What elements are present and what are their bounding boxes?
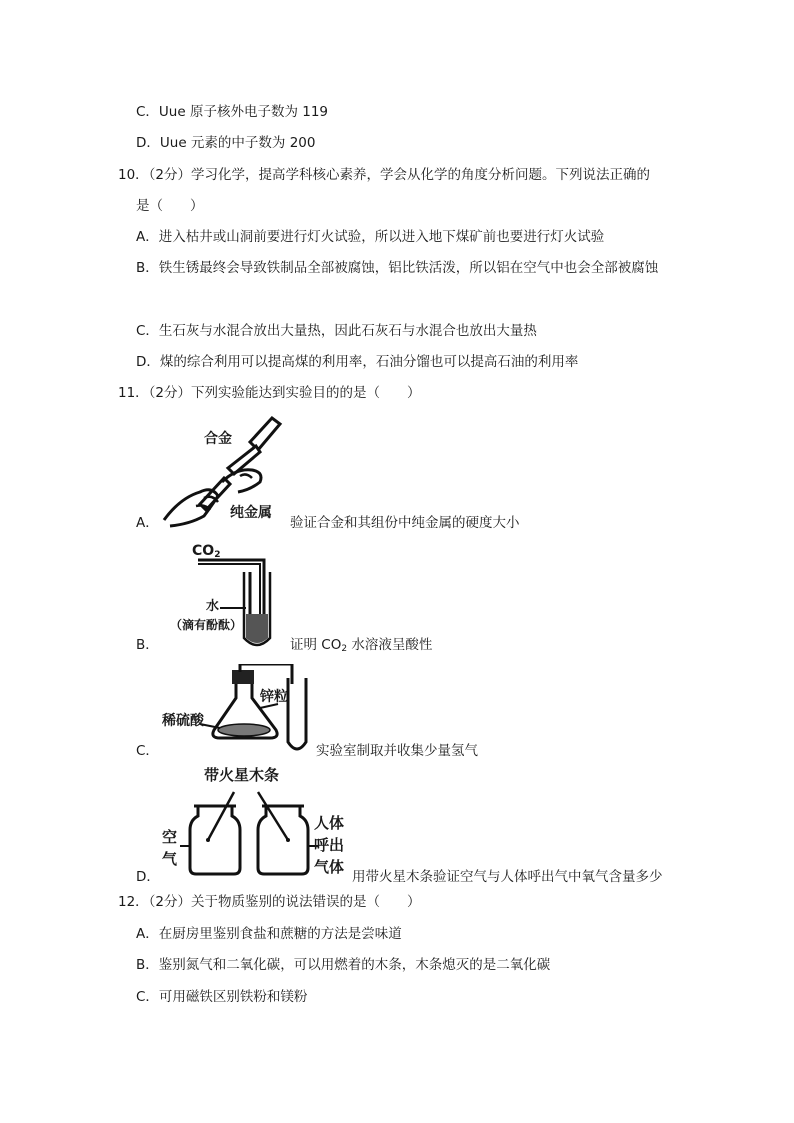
q12-option-a: A．在厨房里鉴别食盐和蔗糖的方法是尝味道 [136,926,402,942]
q9-option-c: C．Uue 原子核外电子数为 119 [136,104,329,120]
q10-option-c: C．生石灰与水混合放出大量热，因此石灰石与水混合也放出大量热 [136,323,537,339]
figure-c-label-acid: 稀硫酸 [162,713,204,729]
figure-a-label-pure-metal: 纯金属 [230,505,272,521]
q10-option-d: D．煤的综合利用可以提高煤的利用率，石油分馏也可以提高石油的利用率 [136,354,579,370]
q11-option-d-label: D． [136,869,160,885]
q11-option-a-text: 验证合金和其组份中纯金属的硬度大小 [290,515,520,531]
q11-option-d-text: 用带火星木条验证空气与人体呼出气中氧气含量多少 [352,869,663,885]
figure-b-label-gas: $CO_2$ [192,543,221,560]
q11-option-c-label: C． [136,743,159,759]
q11-option-a-label: A． [136,515,159,531]
q10-option-a: A．进入枯井或山洞前要进行灯火试验，所以进入地下煤矿前也要进行灯火试验 [136,229,605,245]
figure-hydrogen-apparatus [160,664,320,756]
figure-b-label-water: 水 [206,599,220,614]
figure-d-label-splint: 带火星木条 [204,766,280,784]
figure-d-label-air-1: 空 [162,828,178,846]
figure-b-label-indicator: （滴有酚酞） [170,618,243,632]
figure-c-label-zinc: 锌粒 [260,689,288,705]
q11-stem: 11．（2分）下列实验能达到实验目的的是（ ） [118,385,421,401]
figure-alloy-scratch [160,412,290,530]
q9-option-d: D．Uue 元素的中子数为 200 [136,135,316,151]
figure-d-label-breath-3: 气体 [314,858,345,876]
figure-d-label-breath-2: 呼出 [314,836,345,854]
figure-d-label-breath-1: 人体 [314,814,345,832]
q10-option-b: B．铁生锈最终会导致铁制品全部被腐蚀，铝比铁活泼，所以铝在空气中也会全部被腐蚀 [136,260,659,276]
figure-co2-test-tube [170,540,280,650]
q12-option-b: B．鉴别氮气和二氧化碳，可以用燃着的木条，木条熄灭的是二氧化碳 [136,957,551,973]
q10-stem-line1: 10．（2分）学习化学，提高学科核心素养，学会从化学的角度分析问题。下列说法正确的 [118,167,651,183]
figure-d-label-air-2: 气 [162,850,178,868]
figure-oxygen-comparison [160,766,350,878]
q11-option-b-text: 证明 $CO_2$ 水溶液呈酸性 [290,637,433,654]
q10-stem-line2: 是（ ） [136,198,204,214]
q11-option-c-text: 实验室制取并收集少量氢气 [316,743,478,759]
q12-stem: 12．（2分）关于物质鉴别的说法错误的是（ ） [118,894,421,910]
figure-a-label-alloy: 合金 [204,431,232,447]
q12-option-c: C．可用磁铁区别铁粉和镁粉 [136,989,308,1005]
q11-option-b-label: B． [136,637,159,653]
